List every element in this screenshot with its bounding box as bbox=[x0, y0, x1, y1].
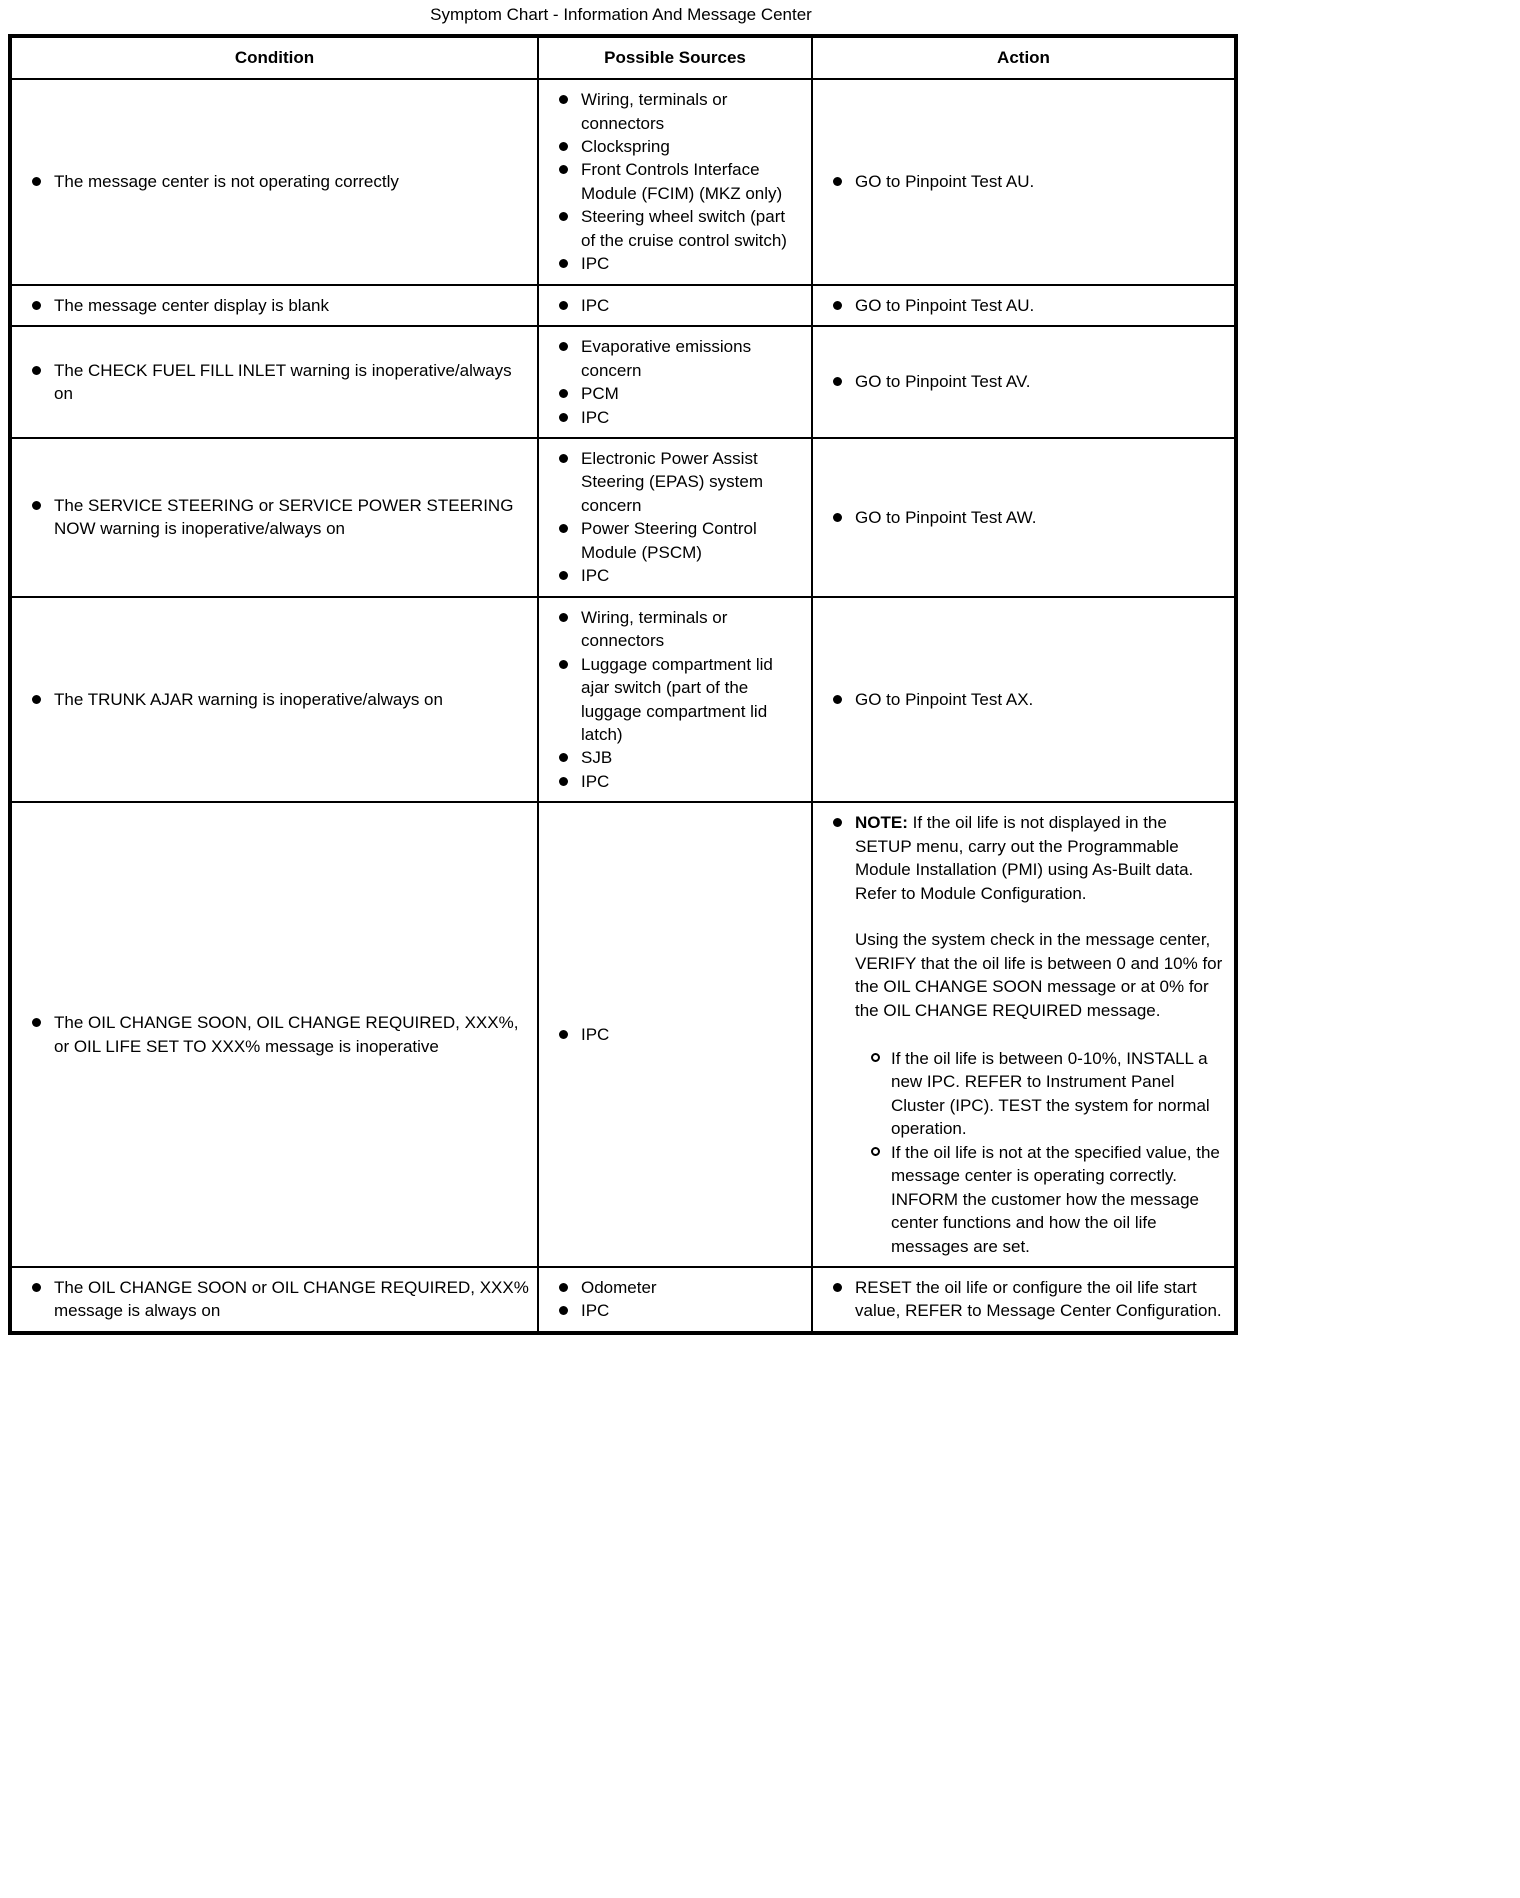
bullet-icon bbox=[32, 301, 41, 310]
source-text: Wiring, terminals or connectors bbox=[581, 607, 728, 651]
source-text: Front Controls Interface Module (FCIM) (MKZ only) bbox=[581, 160, 783, 203]
condition-text: The TRUNK AJAR warning is inoperative/always on bbox=[54, 689, 443, 709]
condition-cell bbox=[10, 79, 538, 285]
sub-item-text: If the oil life is between 0-10%, INSTALL a new IPC. REFER to Instrument Panel Cluster (IPC). TEST the system for normal operation. bbox=[891, 1048, 1210, 1139]
list-item bbox=[559, 564, 803, 587]
table-row bbox=[10, 438, 1236, 597]
source-text: IPC bbox=[581, 566, 610, 586]
table-row bbox=[10, 79, 1236, 285]
source-text: Electronic Power Assist Steering (EPAS) system concern bbox=[581, 448, 764, 515]
list-item bbox=[559, 135, 803, 158]
list-item bbox=[559, 1023, 803, 1046]
action-sub-list bbox=[871, 1047, 1226, 1258]
condition-text: The OIL CHANGE SOON or OIL CHANGE REQUIRED, XXX% message is always on bbox=[54, 1278, 529, 1321]
list-item bbox=[559, 335, 803, 382]
list-item bbox=[559, 606, 803, 653]
sources-cell bbox=[538, 802, 812, 1267]
open-bullet-icon bbox=[871, 1147, 880, 1156]
condition-cell bbox=[10, 1267, 538, 1333]
bullet-icon bbox=[833, 301, 842, 310]
list-item bbox=[559, 517, 803, 564]
sources-cell bbox=[538, 285, 812, 326]
action-text: GO to Pinpoint Test AW. bbox=[855, 507, 1037, 527]
bullet-icon bbox=[559, 389, 568, 398]
condition-cell bbox=[10, 802, 538, 1267]
source-text: Odometer bbox=[581, 1278, 657, 1298]
list-item bbox=[559, 294, 803, 317]
bullet-icon bbox=[32, 1018, 41, 1027]
source-text: IPC bbox=[581, 771, 610, 791]
verify-paragraph: Using the system check in the message center, VERIFY that the oil life is between 0 and 10% for the OIL CHANGE SOON message or at 0% for the OIL CHANGE REQUIRED message. bbox=[855, 930, 1223, 1020]
bullet-icon bbox=[833, 695, 842, 704]
condition-cell bbox=[10, 597, 538, 803]
list-item bbox=[833, 506, 1226, 529]
bullet-icon bbox=[559, 571, 568, 580]
sub-list-item bbox=[871, 1141, 1226, 1258]
list-item bbox=[559, 382, 803, 405]
list-item bbox=[32, 688, 529, 711]
bullet-icon bbox=[833, 377, 842, 386]
header-row bbox=[10, 36, 1236, 79]
list-item bbox=[559, 205, 803, 252]
condition-text: The message center display is blank bbox=[54, 295, 329, 315]
bullet-icon bbox=[559, 524, 568, 533]
open-bullet-icon bbox=[871, 1053, 880, 1062]
bullet-icon bbox=[32, 177, 41, 186]
list-item bbox=[559, 653, 803, 747]
action-cell bbox=[812, 802, 1236, 1267]
source-text: Steering wheel switch (part of the cruise control switch) bbox=[581, 207, 787, 250]
header-condition: Condition bbox=[10, 36, 538, 79]
symptom-chart-table bbox=[8, 34, 1238, 1335]
condition-cell bbox=[10, 438, 538, 597]
condition-cell bbox=[10, 326, 538, 438]
action-cell bbox=[812, 285, 1236, 326]
source-text: IPC bbox=[581, 1301, 610, 1321]
sub-list-item bbox=[871, 1047, 1226, 1141]
bullet-icon bbox=[833, 513, 842, 522]
action-cell bbox=[812, 326, 1236, 438]
action-note-content bbox=[855, 811, 1226, 1258]
source-text: Power Steering Control Module (PSCM) bbox=[581, 519, 757, 562]
list-item bbox=[559, 88, 803, 135]
sources-cell bbox=[538, 79, 812, 285]
header-possible-sources: Possible Sources bbox=[538, 36, 812, 79]
source-text: IPC bbox=[581, 295, 610, 315]
list-item bbox=[833, 370, 1226, 393]
bullet-icon bbox=[559, 1306, 568, 1315]
table-row bbox=[10, 802, 1236, 1267]
list-item bbox=[32, 294, 529, 317]
list-item bbox=[559, 770, 803, 793]
bullet-icon bbox=[833, 818, 842, 827]
list-item bbox=[559, 746, 803, 769]
bullet-icon bbox=[559, 1283, 568, 1292]
bullet-icon bbox=[559, 165, 568, 174]
bullet-icon bbox=[559, 660, 568, 669]
bullet-icon bbox=[559, 777, 568, 786]
source-text: IPC bbox=[581, 254, 610, 274]
list-item bbox=[559, 158, 803, 205]
source-text: IPC bbox=[581, 1024, 610, 1044]
condition-text: The SERVICE STEERING or SERVICE POWER STEERING NOW warning is inoperative/always on bbox=[54, 495, 514, 539]
sources-cell bbox=[538, 597, 812, 803]
list-item bbox=[833, 1276, 1226, 1323]
list-item bbox=[559, 447, 803, 517]
list-item bbox=[559, 252, 803, 275]
list-item bbox=[32, 1011, 529, 1058]
note-paragraph bbox=[855, 811, 1226, 905]
list-item bbox=[32, 170, 529, 193]
action-text: GO to Pinpoint Test AX. bbox=[855, 689, 1034, 709]
action-cell bbox=[812, 438, 1236, 597]
page-title: Symptom Chart - Information And Message Center bbox=[430, 5, 812, 24]
list-item bbox=[32, 494, 529, 541]
source-text: IPC bbox=[581, 407, 610, 427]
bullet-icon bbox=[32, 366, 41, 375]
list-item bbox=[833, 688, 1226, 711]
source-text: PCM bbox=[581, 384, 619, 404]
bullet-icon bbox=[559, 753, 568, 762]
bullet-icon bbox=[559, 1030, 568, 1039]
list-item bbox=[833, 170, 1226, 193]
bullet-icon bbox=[32, 501, 41, 510]
action-note-item bbox=[833, 811, 1226, 1258]
list-item bbox=[32, 1276, 529, 1323]
condition-text: The CHECK FUEL FILL INLET warning is inoperative/always on bbox=[54, 360, 512, 404]
condition-text: The message center is not operating correctly bbox=[54, 172, 399, 192]
action-cell bbox=[812, 597, 1236, 803]
bullet-icon bbox=[32, 1283, 41, 1292]
sources-cell bbox=[538, 438, 812, 597]
source-text: Evaporative emissions concern bbox=[581, 337, 752, 380]
source-text: Luggage compartment lid ajar switch (part of the luggage compartment lid latch) bbox=[581, 654, 773, 744]
note-label: NOTE: bbox=[855, 813, 908, 833]
source-text: Wiring, terminals or connectors bbox=[581, 90, 728, 133]
sources-cell bbox=[538, 326, 812, 438]
sources-cell bbox=[538, 1267, 812, 1333]
list-item bbox=[833, 294, 1226, 317]
condition-text: The OIL CHANGE SOON, OIL CHANGE REQUIRED, XXX%, or OIL LIFE SET TO XXX% message is inoperative bbox=[54, 1013, 519, 1056]
bullet-icon bbox=[559, 342, 568, 351]
bullet-icon bbox=[559, 142, 568, 151]
bullet-icon bbox=[559, 259, 568, 268]
note-text: If the oil life is not displayed in the SETUP menu, carry out the Programmable Module Installation (PMI) using As-Built data. Refer to Module Configuration. bbox=[855, 813, 1194, 903]
action-cell bbox=[812, 1267, 1236, 1333]
condition-cell bbox=[10, 285, 538, 326]
action-text: GO to Pinpoint Test AV. bbox=[855, 372, 1031, 392]
list-item bbox=[559, 1276, 803, 1299]
header-action: Action bbox=[812, 36, 1236, 79]
list-item bbox=[559, 1299, 803, 1322]
bullet-icon bbox=[833, 177, 842, 186]
list-item bbox=[559, 406, 803, 429]
sub-item-text: If the oil life is not at the specified value, the message center is operating correctly. INFORM the customer how the message center functions and how the oil life messages are set. bbox=[891, 1142, 1220, 1256]
bullet-icon bbox=[559, 613, 568, 622]
bullet-icon bbox=[559, 454, 568, 463]
action-text: GO to Pinpoint Test AU. bbox=[855, 295, 1035, 315]
action-text: GO to Pinpoint Test AU. bbox=[855, 172, 1035, 192]
list-item bbox=[32, 359, 529, 406]
bullet-icon bbox=[559, 95, 568, 104]
table-row bbox=[10, 1267, 1236, 1333]
table-row bbox=[10, 285, 1236, 326]
table-row bbox=[10, 326, 1236, 438]
bullet-icon bbox=[559, 212, 568, 221]
bullet-icon bbox=[559, 413, 568, 422]
action-text: RESET the oil life or configure the oil life start value, REFER to Message Center Configuration. bbox=[855, 1278, 1222, 1321]
table-row bbox=[10, 597, 1236, 803]
bullet-icon bbox=[559, 301, 568, 310]
source-text: SJB bbox=[581, 748, 613, 768]
bullet-icon bbox=[833, 1283, 842, 1292]
action-cell bbox=[812, 79, 1236, 285]
bullet-icon bbox=[32, 695, 41, 704]
source-text: Clockspring bbox=[581, 137, 670, 156]
